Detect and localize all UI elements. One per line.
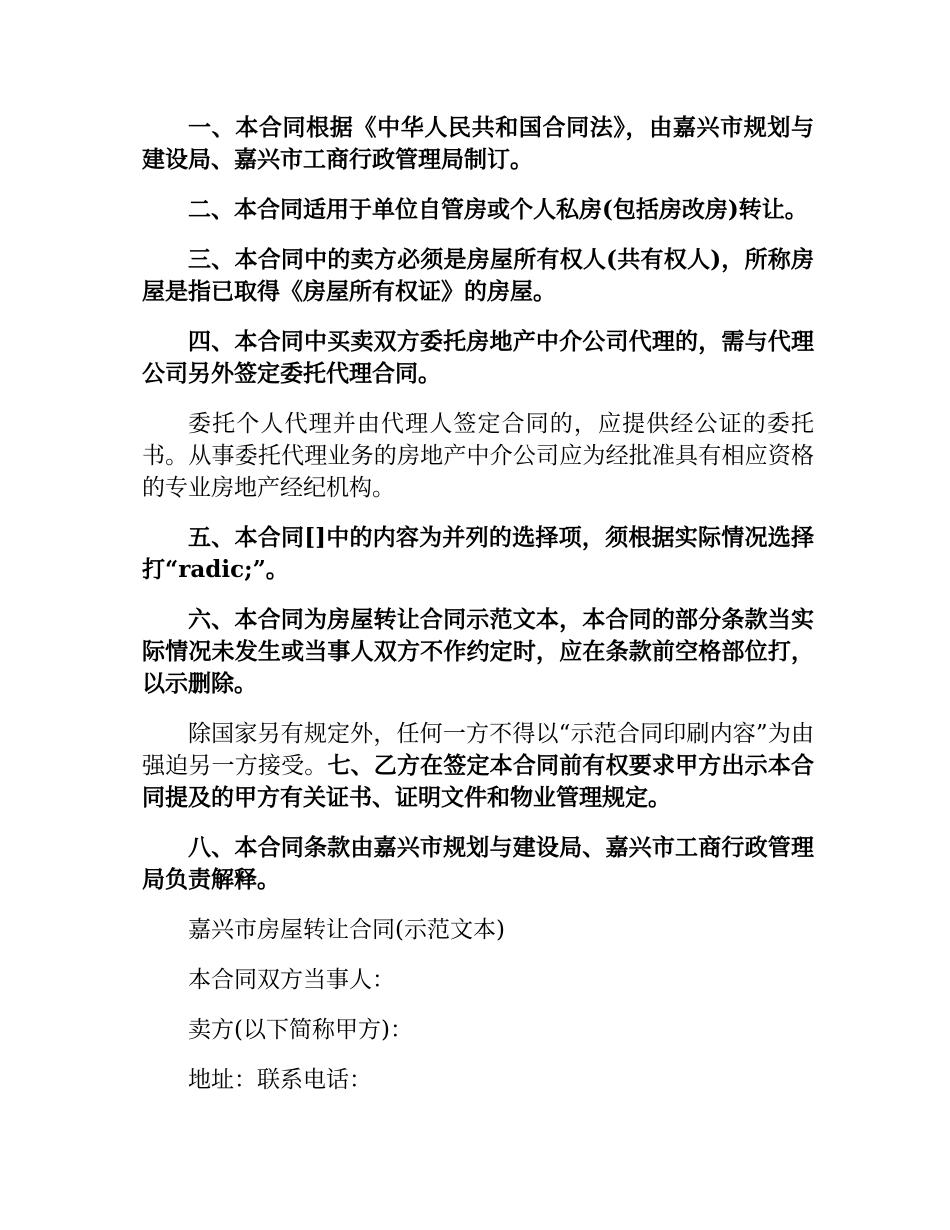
contract-title: 嘉兴市房屋转让合同(示范文本) bbox=[188, 917, 505, 943]
address-phone-label: 地址：联系电话： bbox=[188, 1067, 372, 1093]
clause-7: 七、乙方在签定本合同前有权要求甲方出示本合同提及的甲方有关证书、证明文件和物业管理规定。 bbox=[142, 752, 815, 811]
clause-4: 四、本合同中买卖双方委托房地产中介公司代理的，需与代理公司另外签定委托代理合同。 bbox=[142, 328, 814, 387]
parties-heading: 本合同双方当事人： bbox=[188, 967, 395, 993]
clause-5: 五、本合同[]中的内容为并列的选择项，须根据实际情况选择打“radic;”。 bbox=[142, 524, 814, 583]
agency-note: 委托个人代理并由代理人签定合同的，应提供经公证的委托书。从事委托代理业务的房地产中介公司应为经批准具有相应资格的专业房地产经纪机构。 bbox=[142, 411, 814, 501]
document-page bbox=[142, 112, 814, 1114]
clause-6: 六、本合同为房屋转让合同示范文本，本合同的部分条款当实际情况未发生或当事人双方不作约定时，应在条款前空格部位打，以示删除。 bbox=[142, 606, 814, 697]
clause-2: 二、本合同适用于单位自管房或个人私房(包括房改房)转让。 bbox=[188, 196, 808, 223]
clause-3: 三、本合同中的卖方必须是房屋所有权人(共有权人)，所称房屋是指已取得《房屋所有权证》的房屋。 bbox=[142, 246, 814, 305]
clause-1: 一、本合同根据《中华人民共和国合同法》，由嘉兴市规划与建设局、嘉兴市工商行政管理局制订。 bbox=[142, 114, 814, 173]
seller-label: 卖方(以下简称甲方)： bbox=[188, 1017, 413, 1043]
clause-8: 八、本合同条款由嘉兴市规划与建设局、嘉兴市工商行政管理局负责解释。 bbox=[142, 834, 814, 893]
template-content-note: 除国家另有规定外，任何一方不得以“示范合同印刷内容”为由强迫另一方接受。 bbox=[142, 721, 814, 779]
clause-7-paragraph bbox=[142, 718, 814, 814]
